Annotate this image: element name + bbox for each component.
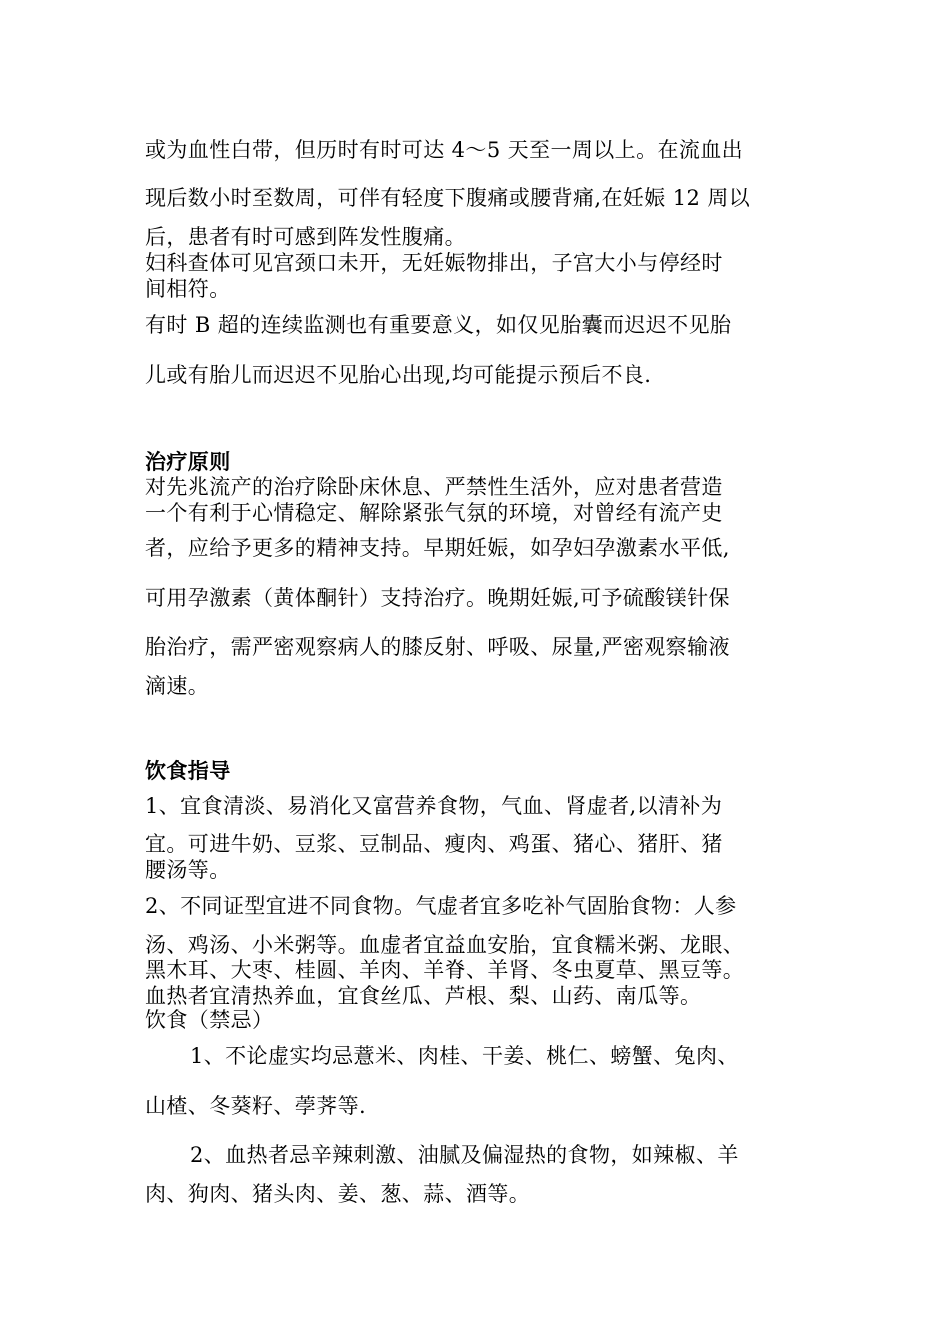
paragraph-line: 胎治疗，需严密观察病人的膝反射、呼吸、尿量,严密观察输液 [145, 635, 730, 659]
list-item-line: 2、不同证型宜进不同食物。气虚者宜多吃补气固胎食物：人参 [145, 894, 737, 918]
paragraph-line: 妇科查体可见宫颈口未开，无妊娠物排出，子宫大小与停经时 [145, 251, 723, 275]
section-heading-treatment: 治疗原则 [145, 450, 231, 474]
section-heading-diet: 饮食指导 [145, 759, 231, 783]
list-item-line: 腰汤等。 [145, 858, 231, 882]
paragraph-line: 对先兆流产的治疗除卧床休息、严禁性生活外，应对患者营造 [145, 475, 723, 499]
list-item-line: 宜。可进牛奶、豆浆、豆制品、瘦肉、鸡蛋、猪心、猪肝、猪 [145, 832, 723, 856]
list-item-line: 肉、狗肉、猪头肉、姜、葱、蒜、酒等。 [145, 1182, 531, 1206]
list-item-line: 汤、鸡汤、小米粥等。血虚者宜益血安胎，宜食糯米粥、龙眼、 [145, 933, 745, 957]
list-item-line: 黑木耳、大枣、桂圆、羊肉、羊脊、羊肾、冬虫夏草、黑豆等。 [145, 958, 745, 982]
paragraph-line: 现后数小时至数周，可伴有轻度下腹痛或腰背痛,在妊娠 12 周以 [145, 186, 751, 210]
paragraph-line: 一个有利于心情稳定、解除紧张气氛的环境，对曾经有流产史 [145, 501, 723, 525]
paragraph-line: 或为血性白带，但历时有时可达 4～5 天至一周以上。在流血出 [145, 138, 744, 162]
paragraph-line: 可用孕激素（黄体酮针）支持治疗。晚期妊娠,可予硫酸镁针保 [145, 586, 730, 610]
list-item-line: 1、宜食清淡、易消化又富营养食物，气血、肾虚者,以清补为 [145, 794, 723, 818]
paragraph-line: 者，应给予更多的精神支持。早期妊娠，如孕妇孕激素水平低, [145, 536, 730, 560]
paragraph-line: 后，患者有时可感到阵发性腹痛。 [145, 225, 466, 249]
list-item-line: 血热者宜清热养血，宜食丝瓜、芦根、梨、山药、南瓜等。 [145, 984, 702, 1008]
section-heading-taboo: 饮食（禁忌） [145, 1008, 274, 1032]
list-item-line: 1、不论虚实均忌薏米、肉桂、干姜、桃仁、螃蟹、兔肉、 [190, 1044, 739, 1068]
paragraph-line: 间相符。 [145, 277, 231, 301]
list-item-line: 2、血热者忌辛辣刺激、油腻及偏湿热的食物，如辣椒、羊 [190, 1143, 739, 1167]
paragraph-line: 儿或有胎儿而迟迟不见胎心出现,均可能提示预后不良. [145, 363, 652, 387]
list-item-line: 山楂、冬葵籽、荸荠等. [145, 1094, 367, 1118]
paragraph-line: 滴速。 [145, 674, 210, 698]
paragraph-line: 有时 B 超的连续监测也有重要意义，如仅见胎囊而迟迟不见胎 [145, 313, 732, 337]
